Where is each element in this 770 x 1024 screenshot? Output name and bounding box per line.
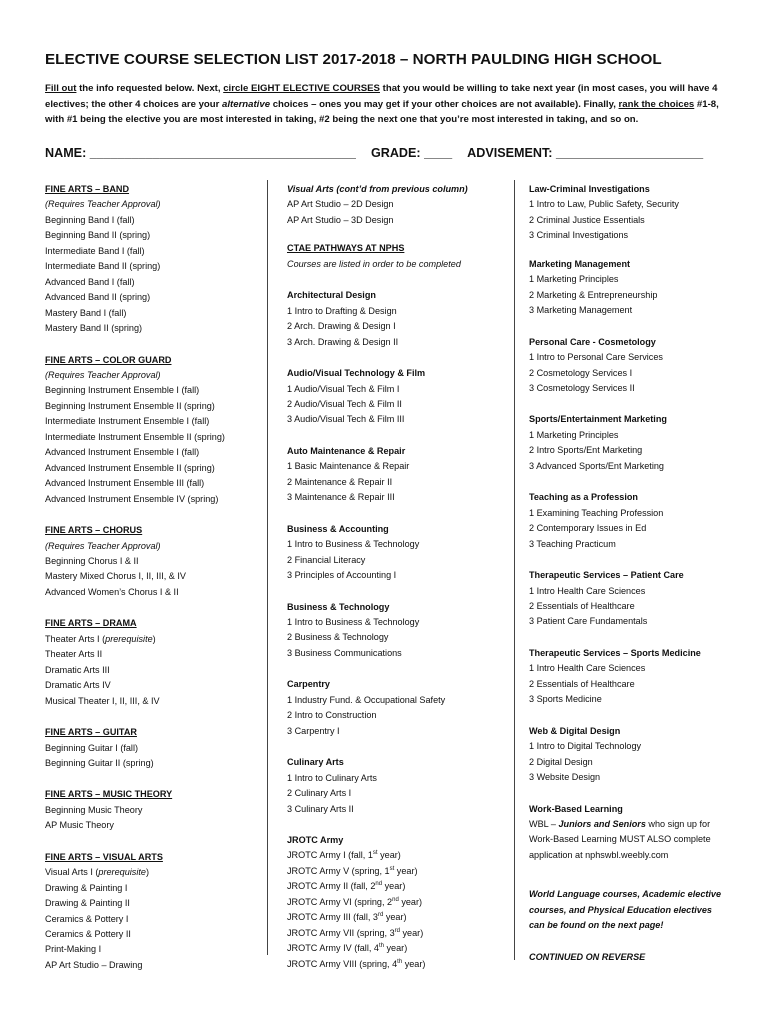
column-fine-arts: [45, 182, 260, 973]
course-item[interactable]: 2 Arch. Drawing & Design I: [287, 321, 396, 332]
course-text: year): [383, 912, 407, 923]
course-text: Theater Arts I (: [45, 633, 106, 644]
pathway-heading: Personal Care - Cosmetology: [529, 336, 656, 347]
course-item[interactable]: 1 Intro to Business & Technology: [287, 539, 420, 550]
wbl-link[interactable]: application at nphswbl.weebly.com: [529, 849, 669, 860]
column-ctae-pathways-continued: [529, 182, 739, 965]
pathway-heading: Carpentry: [287, 679, 330, 690]
ordinal-suffix: st: [389, 865, 395, 872]
instructions-part: that you would be willing to take next year (in most cases, you will have 4 electives; the other 4 choices are your: [45, 83, 718, 110]
course-item[interactable]: 3 Advanced Sports/Ent Marketing: [529, 460, 664, 471]
course-item[interactable]: Advanced Instrument Ensemble I (fall): [45, 447, 200, 458]
course-item[interactable]: 3 Principles of Accounting I: [287, 570, 397, 581]
course-item[interactable]: Beginning Chorus I & II: [45, 555, 139, 566]
course-text: JROTC Army VI (spring, 2: [287, 896, 393, 907]
course-item[interactable]: 3 Culinary Arts II: [287, 803, 354, 814]
course-item[interactable]: [287, 957, 507, 972]
course-text: JROTC Army VIII (spring, 4: [287, 958, 398, 969]
course-item[interactable]: 1 Intro to Drafting & Design: [287, 305, 397, 316]
course-item[interactable]: 2 Digital Design: [529, 756, 593, 767]
course-text: JROTC Army VII (spring, 3: [287, 927, 395, 938]
course-text: JROTC Army II (fall, 2: [287, 881, 376, 892]
prerequisite-note: prerequisite: [98, 867, 146, 878]
column-ctae-pathways: [287, 182, 507, 972]
ordinal-suffix: th: [378, 943, 384, 950]
course-item[interactable]: 2 Criminal Justice Essentials: [529, 214, 645, 225]
course-item[interactable]: Beginning Instrument Ensemble I (fall): [45, 385, 200, 396]
pathway-heading: Culinary Arts: [287, 757, 344, 768]
course-item[interactable]: 3 Teaching Practicum: [529, 538, 616, 549]
course-item[interactable]: 2 Cosmetology Services I: [529, 367, 633, 378]
section-heading: FINE ARTS – COLOR GUARD: [45, 354, 172, 365]
course-text: year): [383, 943, 408, 954]
course-item[interactable]: 2 Marketing & Entrepreneurship: [529, 289, 658, 300]
course-item[interactable]: 2 Contemporary Issues in Ed: [529, 523, 647, 534]
course-item[interactable]: Advanced Band I (fall): [45, 276, 135, 287]
pathway-heading: Sports/Entertainment Marketing: [529, 414, 667, 425]
course-item[interactable]: 1 Intro to Digital Technology: [529, 741, 642, 752]
pathway-heading: Therapeutic Services – Sports Medicine: [529, 647, 701, 658]
course-text: JROTC Army V (spring, 1: [287, 865, 390, 876]
ordinal-suffix: nd: [392, 896, 399, 903]
section-heading: CTAE PATHWAYS AT NPHS: [287, 243, 405, 254]
course-item[interactable]: 3 Website Design: [529, 772, 601, 783]
grade-field[interactable]: GRADE: ____: [370, 146, 453, 160]
course-item[interactable]: 2 Essentials of Healthcare: [529, 600, 635, 611]
instructions-part: alternative: [222, 98, 271, 110]
course-item[interactable]: Beginning Guitar I (fall): [45, 742, 139, 753]
section-note: (Requires Teacher Approval): [45, 369, 161, 380]
student-info-line: [45, 146, 735, 160]
column-divider: [514, 180, 515, 960]
course-item[interactable]: Print-Making I: [45, 944, 102, 955]
course-item[interactable]: [287, 926, 507, 941]
pathway-heading: Teaching as a Profession: [529, 492, 638, 503]
course-item[interactable]: [45, 865, 260, 880]
section-heading: FINE ARTS – GUITAR: [45, 727, 137, 738]
course-item[interactable]: AP Art Studio – 2D Design: [287, 199, 394, 210]
course-item[interactable]: [287, 864, 507, 879]
course-item[interactable]: 3 Arch. Drawing & Design II: [287, 336, 399, 347]
continued-note: CONTINUED ON REVERSE: [529, 951, 646, 962]
course-item[interactable]: 1 Intro Health Care Sciences: [529, 663, 646, 674]
course-item[interactable]: [287, 941, 507, 956]
instructions-part: choices – ones you may get if your other choices are not available). Finally,: [270, 98, 619, 110]
course-item[interactable]: Advanced Women’s Chorus I & II: [45, 586, 179, 597]
wbl-text: Work-Based Learning MUST ALSO complete: [529, 834, 711, 845]
course-item[interactable]: Beginning Band II (spring): [45, 230, 151, 241]
course-item[interactable]: 1 Basic Maintenance & Repair: [287, 461, 410, 472]
next-page-note: can be found on the next page!: [529, 920, 664, 931]
ordinal-suffix: st: [372, 850, 378, 857]
course-text: ): [152, 633, 156, 644]
course-item[interactable]: Beginning Instrument Ensemble II (spring): [45, 400, 215, 411]
course-item[interactable]: AP Art Studio – Drawing: [45, 959, 143, 970]
section-heading: FINE ARTS – VISUAL ARTS: [45, 851, 163, 862]
ordinal-suffix: rd: [377, 912, 384, 919]
course-item[interactable]: Mastery Band II (spring): [45, 323, 143, 334]
column-divider: [267, 180, 268, 955]
course-item[interactable]: 1 Intro Health Care Sciences: [529, 585, 646, 596]
course-text: JROTC Army III (fall, 3: [287, 912, 378, 923]
wbl-text-part: WBL –: [529, 818, 559, 829]
course-item[interactable]: 3 Maintenance & Repair III: [287, 492, 395, 503]
wbl-text: [529, 817, 739, 832]
pathway-heading: JROTC Army: [287, 834, 344, 845]
pathway-heading: Web & Digital Design: [529, 725, 621, 736]
course-item[interactable]: Advanced Instrument Ensemble II (spring): [45, 462, 215, 473]
course-item[interactable]: Mastery Band I (fall): [45, 307, 127, 318]
course-text: Visual Arts I (: [45, 867, 99, 878]
course-item[interactable]: AP Music Theory: [45, 820, 114, 831]
course-item[interactable]: 3 Audio/Visual Tech & Film III: [287, 414, 405, 425]
course-text: JROTC Army IV (fall, 4: [287, 943, 379, 954]
course-item[interactable]: 2 Business & Technology: [287, 632, 389, 643]
instructions-part: Fill out: [45, 83, 77, 94]
course-item[interactable]: Intermediate Band II (spring): [45, 261, 161, 272]
course-item[interactable]: Beginning Band I (fall): [45, 214, 135, 225]
course-item[interactable]: 1 Examining Teaching Profession: [529, 507, 664, 518]
ordinal-suffix: nd: [375, 881, 383, 888]
course-item[interactable]: 3 Business Communications: [287, 647, 402, 658]
next-page-note: World Language courses, Academic elective: [529, 889, 722, 900]
section-heading: FINE ARTS – BAND: [45, 184, 130, 194]
course-item[interactable]: Advanced Instrument Ensemble IV (spring): [45, 493, 219, 504]
course-item[interactable]: 3 Sports Medicine: [529, 694, 602, 705]
course-item[interactable]: 1 Intro to Culinary Arts: [287, 772, 377, 783]
course-text: JROTC Army I (fall, 1: [287, 850, 373, 861]
pathway-heading: Audio/Visual Technology & Film: [287, 368, 426, 379]
course-item[interactable]: Drawing & Painting II: [45, 898, 130, 909]
wbl-text-part: Juniors and Seniors: [558, 818, 646, 829]
advisement-field[interactable]: ADVISEMENT: _____________________: [467, 146, 704, 160]
course-item[interactable]: 1 Intro to Law, Public Safety, Security: [529, 199, 679, 210]
course-item[interactable]: 2 Financial Literacy: [287, 554, 366, 565]
pathway-heading: Therapeutic Services – Patient Care: [529, 570, 684, 581]
course-item[interactable]: Musical Theater I, II, III, & IV: [45, 695, 160, 706]
course-item[interactable]: Intermediate Instrument Ensemble II (spring): [45, 431, 225, 442]
ordinal-suffix: rd: [394, 927, 400, 934]
course-item[interactable]: 2 Audio/Visual Tech & Film II: [287, 398, 402, 409]
course-item[interactable]: Mastery Mixed Chorus I, II, III, & IV: [45, 571, 186, 582]
course-item[interactable]: 1 Audio/Visual Tech & Film I: [287, 383, 400, 394]
ordinal-suffix: th: [397, 958, 403, 965]
course-item[interactable]: [45, 632, 260, 647]
course-item[interactable]: Intermediate Instrument Ensemble I (fall): [45, 416, 210, 427]
pathway-heading: Law-Criminal Investigations: [529, 184, 650, 194]
course-text: year): [394, 865, 418, 876]
name-field[interactable]: NAME: ______________________________________: [45, 146, 356, 160]
course-text: year): [402, 958, 426, 969]
course-item[interactable]: 1 Intro to Business & Technology: [287, 616, 420, 627]
next-page-note: courses, and Physical Education electives: [529, 904, 712, 915]
page-title: ELECTIVE COURSE SELECTION LIST 2017-2018 – NORTH PAULDING HIGH SCHOOL: [45, 51, 662, 68]
course-item[interactable]: Beginning Guitar II (spring): [45, 757, 154, 768]
course-item[interactable]: [287, 910, 507, 925]
course-item[interactable]: 3 Criminal Investigations: [529, 230, 629, 241]
course-item[interactable]: 1 Marketing Principles: [529, 429, 619, 440]
course-item[interactable]: 1 Industry Fund. & Occupational Safety: [287, 694, 446, 705]
course-item[interactable]: 3 Patient Care Fundamentals: [529, 616, 648, 627]
course-item[interactable]: 3 Carpentry I: [287, 725, 340, 736]
course-item[interactable]: AP Art Studio – 3D Design: [287, 214, 394, 225]
instructions: [45, 81, 735, 128]
instructions-part: #1-8, with #1 being the elective you are most interested in taking, #2 being the next one that you’re most interested in taking, and so on.: [45, 98, 719, 126]
course-text: year): [398, 896, 423, 907]
section-heading: FINE ARTS – DRAMA: [45, 618, 137, 629]
instructions-part: circle EIGHT ELECTIVE COURSES: [223, 83, 380, 94]
course-item[interactable]: 1 Marketing Principles: [529, 274, 619, 285]
instructions-part: the info requested below. Next,: [76, 83, 224, 94]
course-text: year): [377, 850, 401, 861]
course-item[interactable]: 2 Essentials of Healthcare: [529, 678, 635, 689]
course-item[interactable]: Dramatic Arts IV: [45, 680, 111, 691]
section-note: Courses are listed in order to be completed: [287, 258, 461, 269]
course-item[interactable]: Theater Arts II: [45, 649, 103, 660]
course-text: ): [145, 867, 149, 878]
course-text: year): [399, 927, 424, 938]
course-item[interactable]: Drawing & Painting I: [45, 882, 128, 893]
course-text: year): [382, 881, 406, 892]
course-item[interactable]: Advanced Instrument Ensemble III (fall): [45, 478, 205, 489]
course-item[interactable]: 2 Intro to Construction: [287, 710, 377, 721]
section-note: (Requires Teacher Approval): [45, 540, 161, 551]
prerequisite-note: prerequisite: [105, 633, 153, 644]
section-heading: FINE ARTS – MUSIC THEORY: [45, 789, 173, 800]
course-item[interactable]: 2 Intro Sports/Ent Marketing: [529, 445, 643, 456]
course-item[interactable]: 3 Cosmetology Services II: [529, 382, 635, 393]
pathway-heading: Marketing Management: [529, 258, 631, 269]
section-note: (Requires Teacher Approval): [45, 199, 161, 210]
course-item[interactable]: 2 Maintenance & Repair II: [287, 476, 393, 487]
course-item[interactable]: 1 Intro to Personal Care Services: [529, 352, 663, 363]
section-heading: FINE ARTS – CHORUS: [45, 525, 143, 536]
pathway-heading: Work-Based Learning: [529, 803, 623, 814]
course-item[interactable]: 3 Marketing Management: [529, 305, 633, 316]
course-item[interactable]: Ceramics & Pottery I: [45, 913, 129, 924]
course-item[interactable]: [287, 879, 507, 894]
wbl-text-part: who sign up for: [645, 818, 711, 829]
course-item[interactable]: Beginning Music Theory: [45, 804, 143, 815]
instructions-part: rank the choices: [618, 98, 695, 110]
pathway-heading: Architectural Design: [287, 290, 376, 301]
course-item[interactable]: Dramatic Arts III: [45, 664, 110, 675]
pathway-heading: Auto Maintenance & Repair: [287, 445, 406, 456]
pathway-heading: Business & Accounting: [287, 523, 389, 534]
course-item[interactable]: [287, 895, 507, 910]
course-item[interactable]: Ceramics & Pottery II: [45, 929, 131, 940]
course-item[interactable]: [287, 848, 507, 863]
course-item[interactable]: 2 Culinary Arts I: [287, 788, 352, 799]
course-item[interactable]: Intermediate Band I (fall): [45, 245, 145, 256]
section-heading: Visual Arts (cont’d from previous column): [287, 184, 468, 194]
pathway-heading: Business & Technology: [287, 601, 390, 612]
course-item[interactable]: Advanced Band II (spring): [45, 292, 151, 303]
